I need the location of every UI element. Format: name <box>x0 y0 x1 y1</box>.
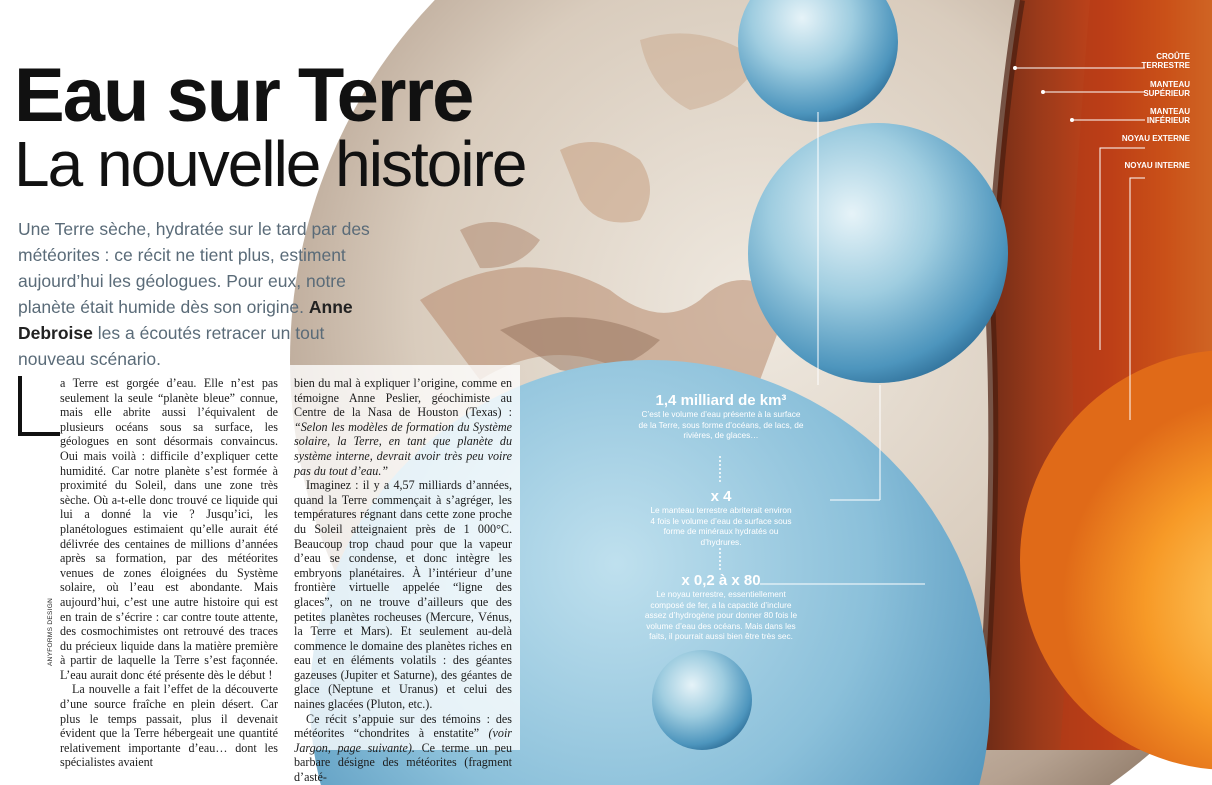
core-water-text: Le noyau terrestre, essentiellement composé de fer, a la capacité d’inclure assez d’hydrogène pour donner 80 fois le volume d’eau des océans. Mais dans les faits, il pourrait aussi bien être très sec. <box>644 589 798 641</box>
image-credit: ANYFORMS DESIGN <box>47 597 54 666</box>
surface-water-info <box>636 392 806 441</box>
body-column-2 <box>294 376 512 785</box>
label-crust: CROÛTE TERRESTRE <box>1141 52 1190 70</box>
paragraph-4: Imaginez : il y a 4,57 milliards d’années, quand la Terre commençait à s’agréger, les températures régnant dans cette zone proche du Soleil atteignaient près de 1 000°C. Beaucoup trop chaud pour que la vapeur d’eau se condense, et donc intègre les embryons planétaires. À l’intérieur d’une frontière virtuelle appelée “ligne des glaces”, on ne trouve d’ailleurs que des petites planètes rocheuses (Mercure, Vénus, la Terre et Mars). Et seulement au-delà commence le domaine des planètes riches en eau et en éléments volatils : des géantes gazeuses (Jupiter et Saturne), des géantes de glace (Neptune et Uranus) et celui des naines glacées (Pluton, etc.). <box>294 478 512 712</box>
intro-text: Une Terre sèche, hydratée sur le tard par des météorites : ce récit ne tient plus, estiment aujourd’hui les géologues. Pour eux, notre planète était humide dès son origine. <box>18 219 370 317</box>
author-name: Anne Debroise <box>18 297 353 343</box>
intro-tail: les a écoutés retracer un tout nouveau scénario. <box>18 323 325 369</box>
paragraph-2: La nouvelle a fait l’effet de la découverte d’une source fraîche en plein désert. Car plus le temps passait, plus il devenait évident que la Terre hébergeait une quantité relativement importante d’eau… dont les spécialistes avaient <box>60 682 278 770</box>
intro-paragraph <box>18 216 370 372</box>
mantle-water-figure: x 4 <box>710 488 732 505</box>
label-lower-mantle: MANTEAU INFÉRIEUR <box>1146 107 1190 125</box>
surface-water-figure: 1,4 milliard de km³ <box>655 392 787 409</box>
label-upper-mantle: MANTEAU SUPÉRIEUR <box>1143 80 1190 98</box>
headline: Eau sur Terre <box>14 53 473 138</box>
paragraph-5-tail: Ce terme un peu barbare désigne des météorites (fragment d’asté- <box>294 740 512 785</box>
paragraph-5-text: Ce récit s’appuie sur des témoins : des météorites “chondrites à enstatite” <box>294 711 512 741</box>
paragraph-3 <box>294 376 512 478</box>
core-water-info <box>640 572 802 642</box>
label-inner-core: NOYAU INTERNE <box>1124 161 1190 170</box>
body-column-1 <box>60 376 278 770</box>
label-outer-core: NOYAU EXTERNE <box>1121 134 1190 143</box>
paragraph-5 <box>294 712 512 785</box>
see-also-ref: (voir Jargon, page suivante). <box>294 726 513 755</box>
subheadline: La nouvelle histoire <box>14 128 526 200</box>
dropcap-letter <box>14 376 60 436</box>
surface-water-text: C’est le volume d’eau présente à la surface de la Terre, sous forme d’océans, de lacs, de rivières, de glaces… <box>638 409 804 440</box>
paragraph-3-text: bien du mal à expliquer l’origine, comme en témoigne Anne Peslier, géochimiste au Centre de la Nasa de Houston (Texas) : <box>294 376 512 420</box>
mantle-water-text: Le manteau terrestre abriterait environ 4 fois le volume d’eau de surface sous forme de minéraux hydratés ou d’hydrures. <box>650 505 792 547</box>
paragraph-1: a Terre est gorgée d’eau. Elle n’est pas seulement la seule “planète bleue” connue, mais elle abrite aussi l’équivalent de plusieurs océans sous sa surface, les géologues en sont désormais convaincus. Oui mais voilà : difficile d’expliquer cette humidité. Car notre planète s’est formée à proximité du Soleil, dans une zone très sèche. Où a-t-elle donc trouvé ce liquide qui lui a donné la vie ? Jusqu’ici, les planétologues estimaient qu’elle aurait été délivrée des centaines de millions d’années après sa formation, par des météorites venues de zones éloignées du Système solaire, où l’eau est abondante. Mais aujourd’hui, c’est une autre histoire qui est en train de s’écrire : car contre toute attente, des cosmochimistes ont retrouvé des traces du précieux liquide dans la matière première à partir de laquelle la Terre s’est façonnée. L’eau aurait donc été présente dès le début ! <box>60 376 278 682</box>
quote: “Selon les modèles de formation du Système solaire, la Terre, en tant que planète du système interne, devrait avoir très peu voire pas du tout d’eau.” <box>294 419 512 478</box>
core-water-figure: x 0,2 à x 80 <box>681 572 761 589</box>
mantle-water-info <box>650 488 792 547</box>
